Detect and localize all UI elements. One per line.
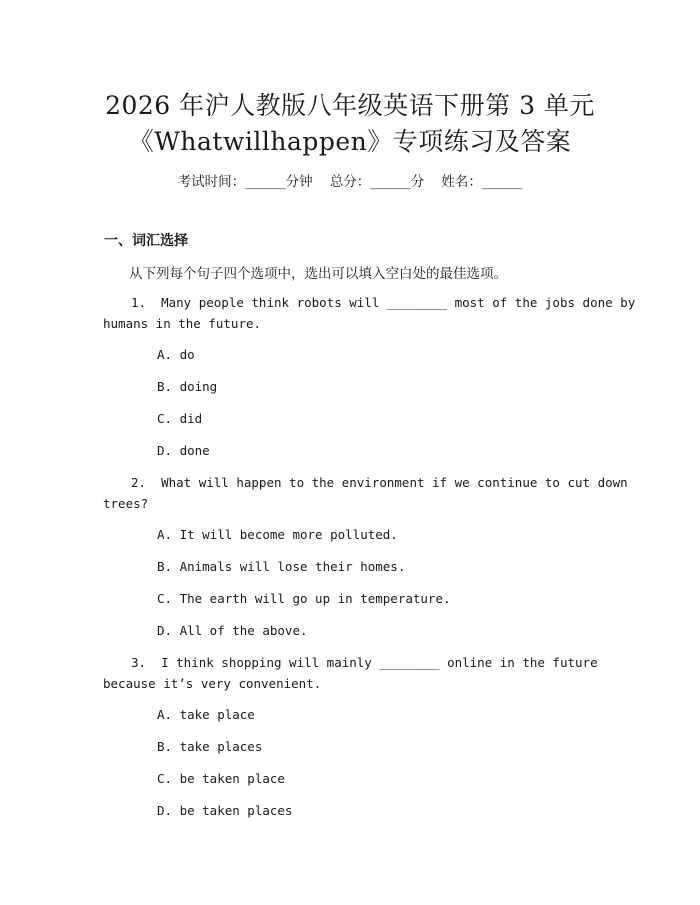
question-3-option-a: A. take place bbox=[157, 707, 255, 722]
question-3-option-c: C. be taken place bbox=[157, 771, 285, 786]
question-2-option-b: B. Animals will lose their homes. bbox=[157, 559, 406, 574]
question-1-option-d: D. done bbox=[157, 443, 210, 458]
question-3-text: 3. I think shopping will mainly ________ online in the future bbox=[131, 655, 598, 670]
question-1-option-c: C. did bbox=[157, 411, 203, 426]
section-instruction: 从下列每个句子四个选项中，选出可以填入空白处的最佳选项。 bbox=[129, 266, 507, 282]
question-1-option-b: B. doing bbox=[157, 379, 218, 394]
question-3-option-d: D. be taken places bbox=[157, 803, 293, 818]
question-2-option-a: A. It will become more polluted. bbox=[157, 527, 398, 542]
question-1-text-cont: humans in the future. bbox=[103, 316, 262, 331]
question-2-option-d: D. All of the above. bbox=[157, 623, 308, 638]
question-2-text-cont: trees? bbox=[103, 496, 149, 511]
question-3-option-b: B. take places bbox=[157, 739, 263, 754]
question-1-text: 1. Many people think robots will ________ most of the jobs done by bbox=[131, 295, 636, 310]
question-1-option-a: A. do bbox=[157, 347, 195, 362]
question-2-text: 2. What will happen to the environment if we continue to cut down bbox=[131, 475, 628, 490]
question-3-text-cont: because it’s very convenient. bbox=[103, 676, 322, 691]
document-title-line-1: 2026 年沪人教版八年级英语下册第 3 单元 bbox=[105, 91, 595, 120]
document-title-line-2: 《Whatwillhappen》专项练习及答案 bbox=[128, 127, 572, 156]
exam-info-line: 考试时间：______分钟 总分：______分 姓名：______ bbox=[177, 174, 523, 190]
question-2-option-c: C. The earth will go up in temperature. bbox=[157, 591, 451, 606]
section-heading: 一、词汇选择 bbox=[104, 233, 188, 249]
